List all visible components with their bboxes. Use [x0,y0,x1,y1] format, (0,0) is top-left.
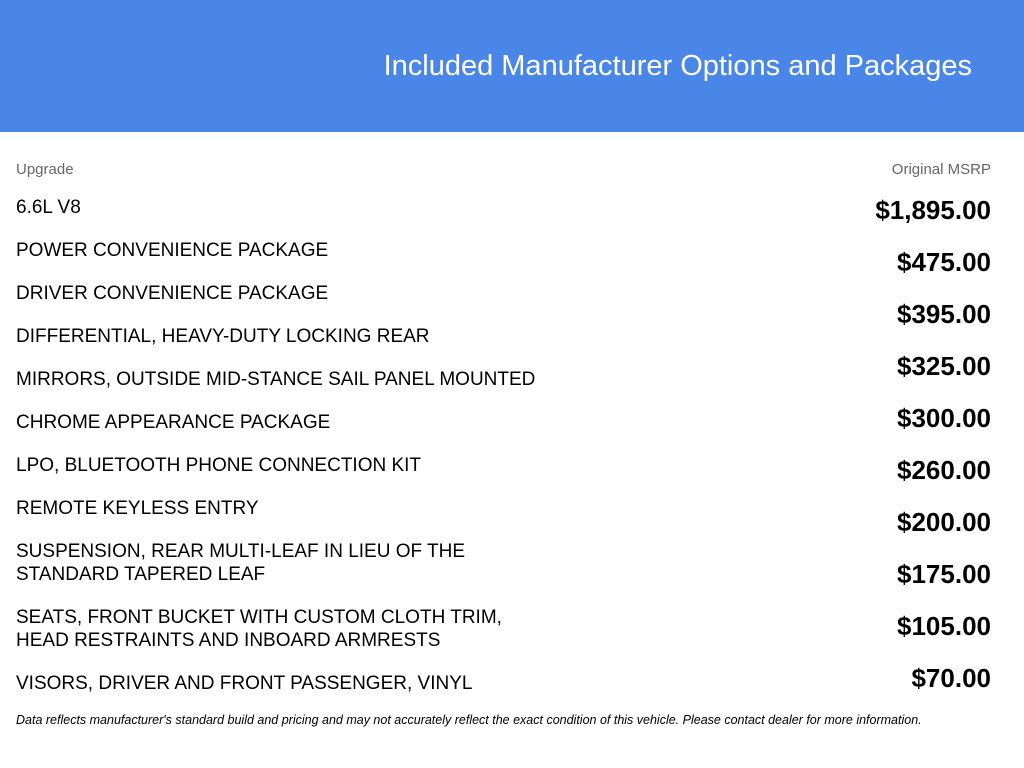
price-value: $1,895.00 [875,195,991,225]
disclaimer-text: Data reflects manufacturer's standard build and pricing and may not accurately reflect the exact condition of this vehicle. Please contact dealer for more information. [16,713,922,727]
price-value: $325.00 [897,351,991,381]
upgrade-item: SEATS, FRONT BUCKET WITH CUSTOM CLOTH TRIM, HEAD RESTRAINTS AND INBOARD ARMRESTS [16,607,502,651]
price-value: $395.00 [897,299,991,329]
price-value: $475.00 [897,247,991,277]
msrp-column-header: Original MSRP [891,161,991,178]
upgrade-item: 6.6L V8 [16,197,81,218]
upgrade-item: POWER CONVENIENCE PACKAGE [16,240,329,261]
upgrade-item: CHROME APPEARANCE PACKAGE [16,412,331,433]
price-value: $105.00 [897,611,991,641]
price-value: $70.00 [911,663,991,693]
page-title: Included Manufacturer Options and Packages [383,50,972,82]
page-header [0,0,1024,132]
upgrade-item: VISORS, DRIVER AND FRONT PASSENGER, VINYL [16,673,473,694]
upgrade-list [16,196,596,695]
upgrade-item: DRIVER CONVENIENCE PACKAGE [16,283,329,304]
price-list [875,194,991,714]
upgrade-column-header: Upgrade [16,161,74,178]
price-value: $200.00 [897,507,991,537]
upgrade-item: MIRRORS, OUTSIDE MID-STANCE SAIL PANEL MOUNTED [16,369,536,390]
price-value: $300.00 [897,403,991,433]
upgrade-item: DIFFERENTIAL, HEAVY-DUTY LOCKING REAR [16,326,430,347]
upgrade-item: SUSPENSION, REAR MULTI-LEAF IN LIEU OF THE STANDARD TAPERED LEAF [16,541,466,585]
upgrade-item: LPO, BLUETOOTH PHONE CONNECTION KIT [16,455,422,476]
upgrade-item: REMOTE KEYLESS ENTRY [16,498,259,519]
price-value: $175.00 [897,559,991,589]
price-value: $260.00 [897,455,991,485]
